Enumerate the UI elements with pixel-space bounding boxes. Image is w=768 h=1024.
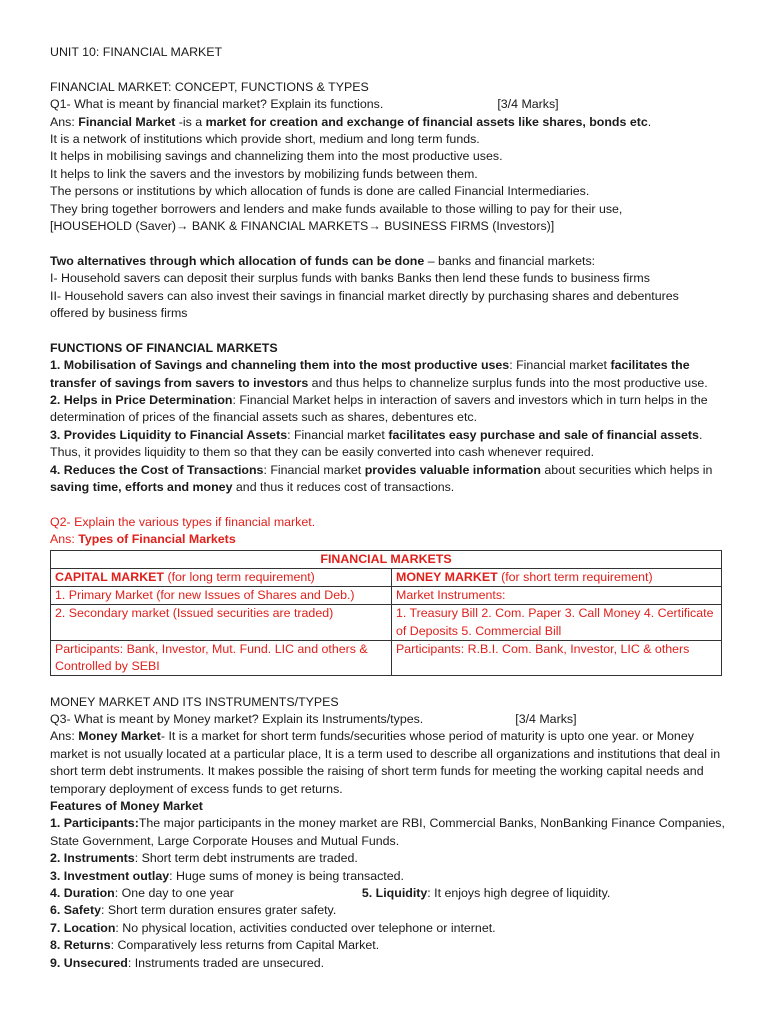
table-cell: Market Instruments: [392,587,722,605]
table-cell: 1. Treasury Bill 2. Com. Paper 3. Call Money 4. Certificate of Deposits 5. Commercial Bill [392,605,722,640]
document-body [50,44,730,972]
answer-1-line: It helps in mobilising savings and channelizing them into the most productive uses. [50,149,503,164]
table-row [51,568,722,586]
unit-title: UNIT 10: FINANCIAL MARKET [50,45,223,59]
answer-2: Ans: Types of Financial Markets [50,532,236,547]
table-cell: Participants: R.B.I. Com. Bank, Investor, LIC & others [392,640,722,675]
feature-item: 2. Instruments: Short term debt instruments are traded. [50,851,358,866]
features-heading: Features of Money Market [50,798,203,813]
alternatives-line: II- Household savers can also invest their savings in financial market directly by purchasing shares and debentures [50,288,679,303]
section-title: MONEY MARKET AND ITS INSTRUMENTS/TYPES [50,694,339,709]
table-cell: 1. Primary Market (for new Issues of Shares and Deb.) [51,587,392,605]
table-cell: Participants: Bank, Investor, Mut. Fund. LIC and others & Controlled by SEBI [51,640,392,675]
alternatives-heading: Two alternatives through which allocation of funds can be done – banks and financial markets: [50,253,596,268]
table-row [51,640,722,675]
function-1: 1. Mobilisation of Savings and channeling them into the most productive uses: Financial market facilitates the transfer of savings from savers to investors and thus helps to channelize surplus funds into the most productive use. [50,358,708,390]
answer-1-line: They bring together borrowers and lenders and make funds available to those willing to pay for their use, [50,201,623,216]
answer-1: Ans: Financial Market -is a market for creation and exchange of financial assets like shares, bonds etc. [50,114,652,129]
answer-1-line: The persons or institutions by which allocation of funds is done are called Financial Intermediaries. [50,184,590,199]
table-cell: MONEY MARKET (for short term requirement) [392,568,722,586]
table-row [51,550,722,568]
feature-item: 1. Participants:The major participants in the money market are RBI, Commercial Banks, NonBanking Finance Companies, State Government, Large Corporate Houses and Mutual Funds. [50,816,725,848]
table-cell: 2. Secondary market (Issued securities are traded) [51,605,392,640]
section-title: FINANCIAL MARKET: CONCEPT, FUNCTIONS & TYPES [50,79,369,94]
question-3-marks: [3/4 Marks] [515,711,577,726]
question-1: Q1- What is meant by financial market? Explain its functions. [3/4 Marks] [50,96,730,113]
question-3: Q3- What is meant by Money market? Explain its Instruments/types. [3/4 Marks] [50,711,730,728]
function-4: 4. Reduces the Cost of Transactions: Financial market provides valuable information about securities which helps in saving time, efforts and money and thus it reduces cost of transactions. [50,462,713,495]
function-3: 3. Provides Liquidity to Financial Assets: Financial market facilitates easy purchase and sale of financial assets. Thus, it provides liquidity to them so that they can be easily converted into cash whenever required. [50,427,703,460]
table-row [51,605,722,640]
feature-item: 8. Returns: Comparatively less returns from Capital Market. [50,938,380,953]
feature-item: 7. Location: No physical location, activities conducted over telephone or internet. [50,920,496,935]
question-2: Q2- Explain the various types if financial market. [50,514,316,529]
answer-1-line: It is a network of institutions which provide short, medium and long term funds. [50,132,480,147]
alternatives-line: offered by business firms [50,306,188,321]
feature-item: 9. Unsecured: Instruments traded are unsecured. [50,955,325,970]
feature-item: 3. Investment outlay: Huge sums of money is being transacted. [50,868,404,883]
feature-item: 4. Duration: One day to one year 5. Liquidity: It enjoys high degree of liquidity. [50,886,611,900]
answer-3: Ans: Money Market- It is a market for short term funds/securities whose period of maturity is upto one year. or Money market is not usually located at a particular place, It is a term used to describe all organizations and institutions that deal in short term debt instruments. It makes possible the raising of short term funds for meeting the working capital needs and temporary deployment of excess funds to get returns. [50,729,721,796]
feature-item: 6. Safety: Short term duration ensures grater safety. [50,903,337,918]
table-row [51,587,722,605]
financial-markets-table [50,550,722,676]
alternatives-line: I- Household savers can deposit their surplus funds with banks Banks then lend these funds to business firms [50,271,650,286]
flow-line: [HOUSEHOLD (Saver)→ BANK & FINANCIAL MARKETS→ BUSINESS FIRMS (Investors)] [50,219,555,234]
question-1-marks: [3/4 Marks] [497,97,559,112]
answer-1-line: It helps to link the savers and the investors by mobilizing funds between them. [50,166,478,181]
table-header: FINANCIAL MARKETS [51,550,722,568]
table-cell: CAPITAL MARKET (for long term requirement) [51,568,392,586]
function-2: 2. Helps in Price Determination: Financial Market helps in interaction of savers and investors which in turn helps in the determination of prices of the financial assets such as shares, debentures etc. [50,393,708,425]
functions-heading: FUNCTIONS OF FINANCIAL MARKETS [50,340,278,355]
